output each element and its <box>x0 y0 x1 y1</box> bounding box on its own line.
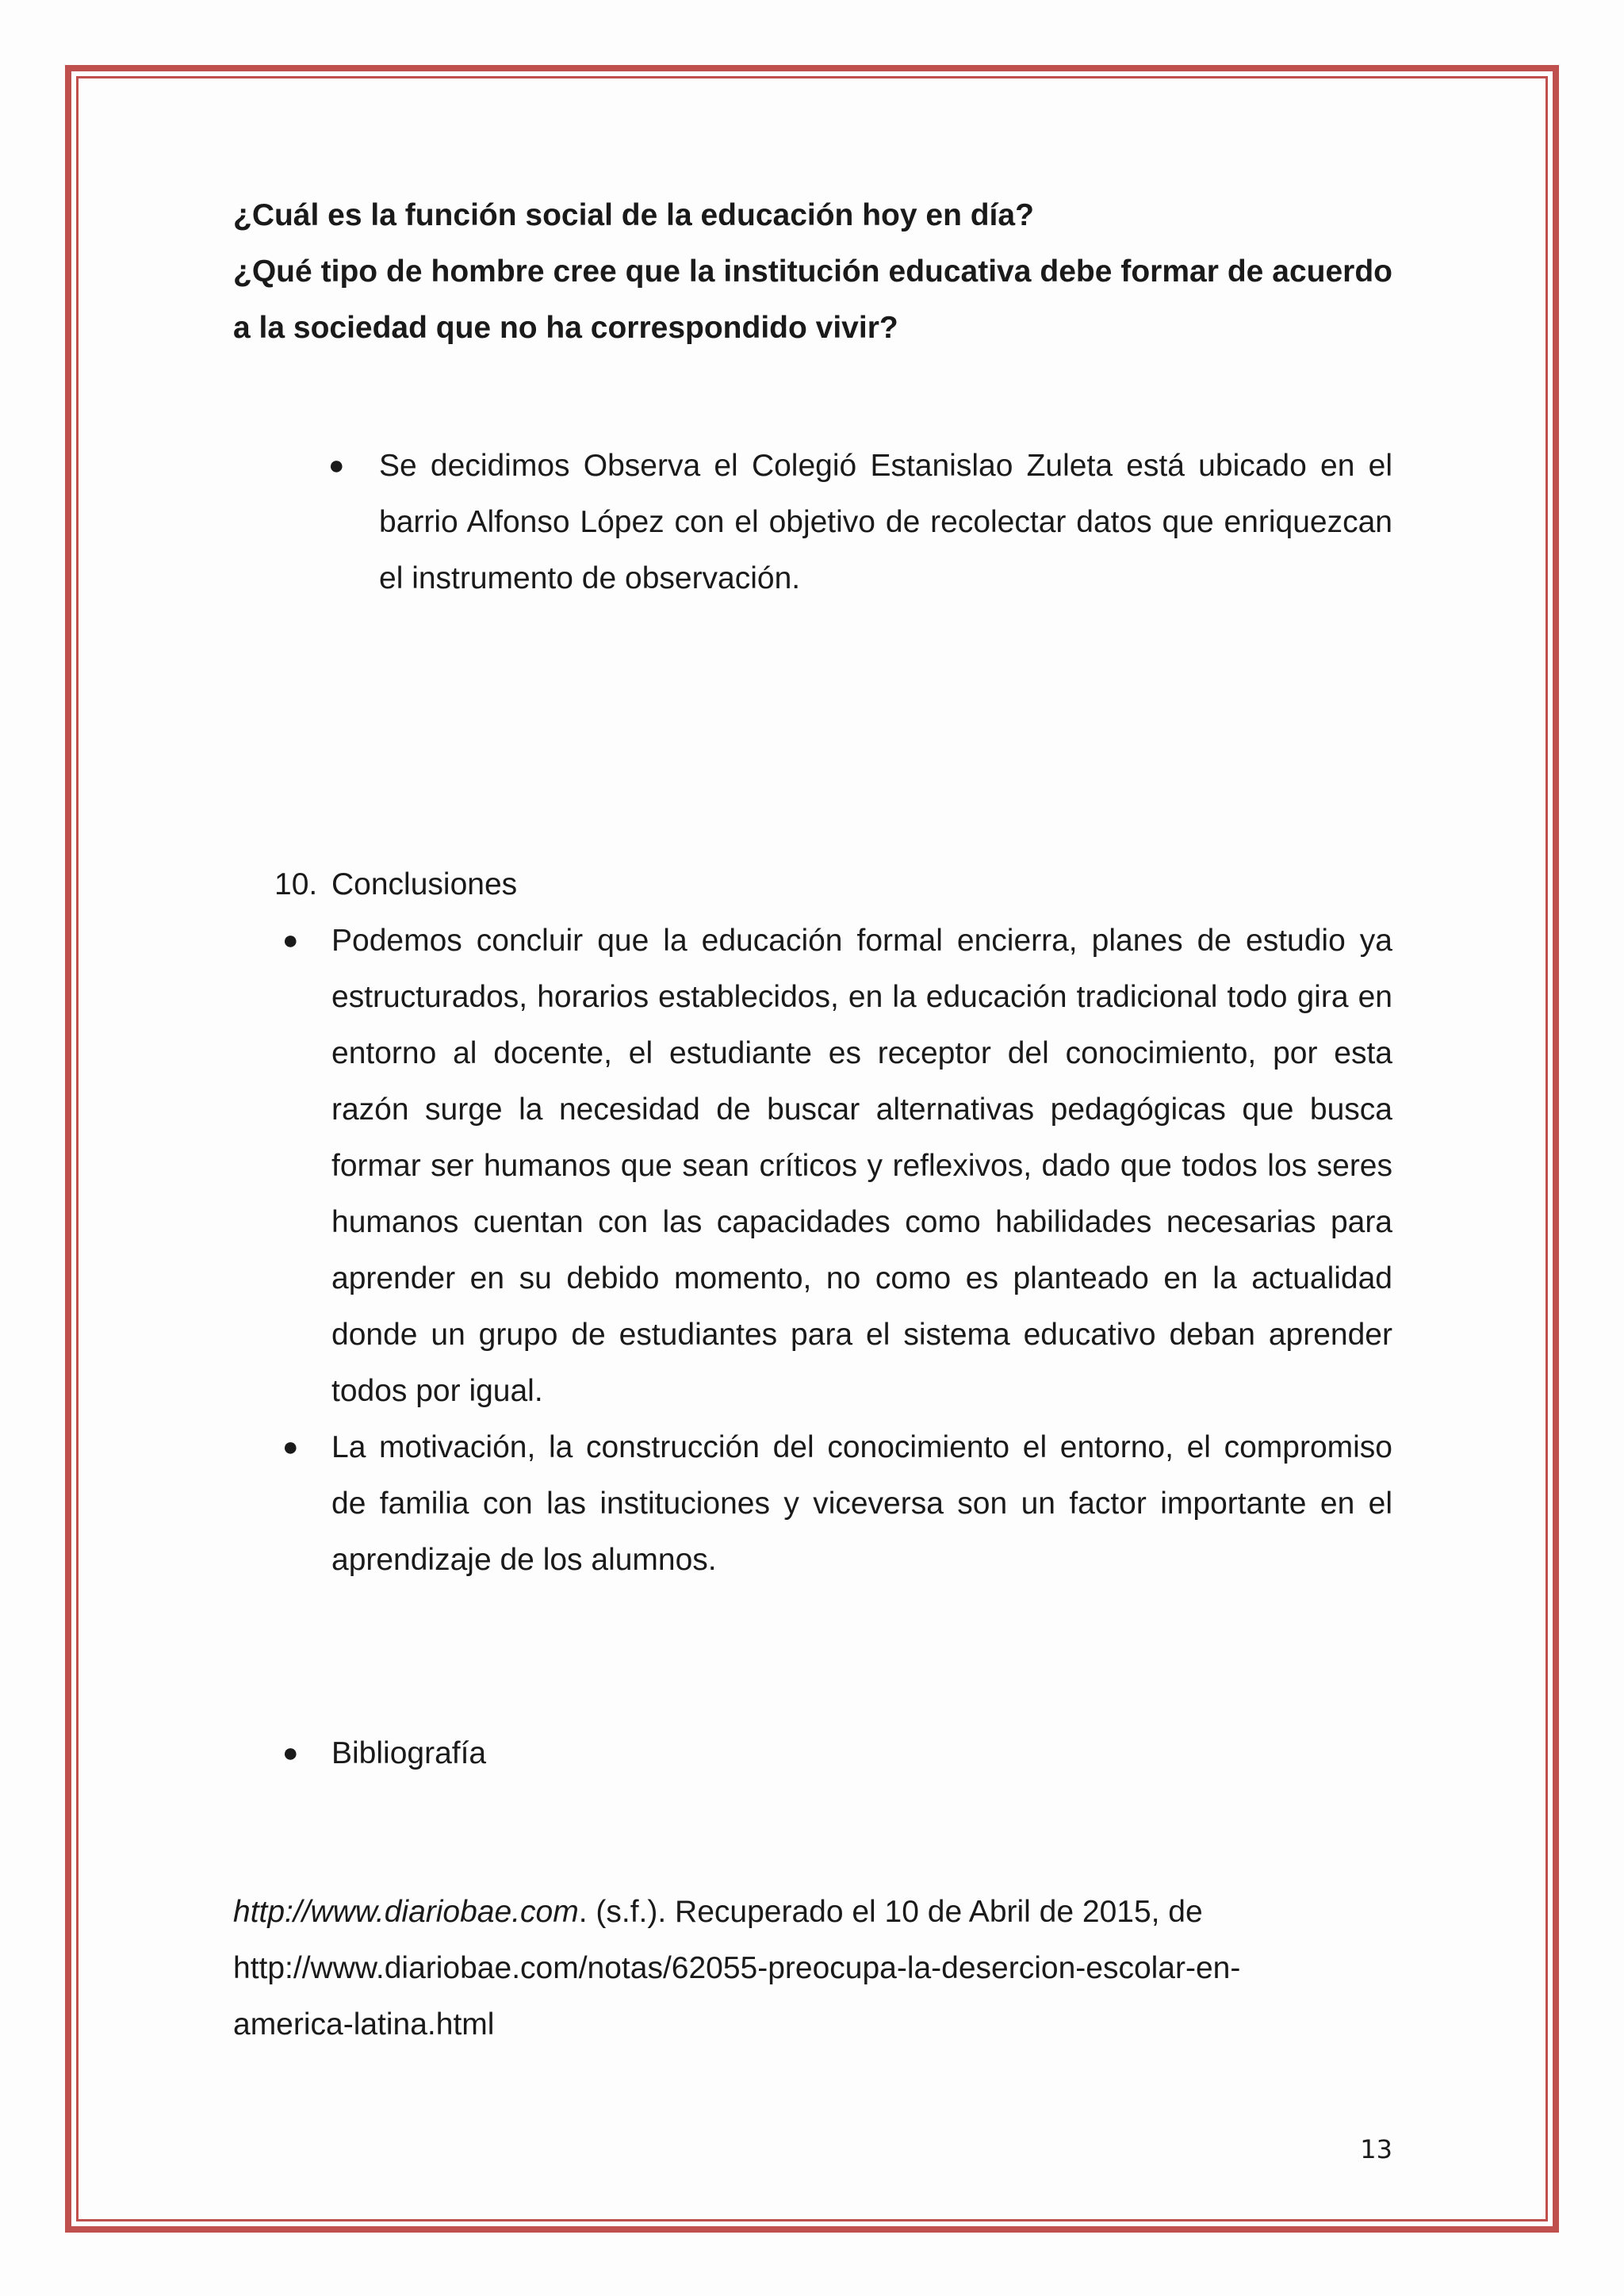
conclusions-list <box>282 913 1392 1588</box>
conclusions-section <box>274 856 1392 1588</box>
bullet-icon: ● <box>282 925 299 955</box>
bullet-icon: ● <box>328 450 345 480</box>
conclusion-text-1: Podemos concluir que la educación formal encierra, planes de estudio ya estructurados, horarios establecidos, en la educación tradicional todo gira en entorno al docente, el estudiante es receptor del conocimiento, por esta razón surge la necesidad de buscar alternativas pedagógicas que busca formar ser humanos que sean críticos y reflexivos, dado que todos los seres humanos cuentan con las capacidades como habilidades necesarias para aprender en su debido momento, no como es planteado en la actualidad donde un grupo de estudiantes para el sistema educativo deban aprender todos por igual. <box>331 924 1392 1408</box>
reference-details: . (s.f.). Recuperado el 10 de Abril de 2015, de <box>578 1895 1203 1929</box>
reference-source-link[interactable]: http://www.diariobae.com <box>233 1895 579 1929</box>
observation-bullet <box>328 438 1392 607</box>
bullet-icon: ● <box>282 1432 299 1462</box>
observation-text: Se decidimos Observa el Colegió Estanislao Zuleta está ubicado en el barrio Alfonso López con el objetivo de recolectar datos que enriquezcan el instrumento de observación. <box>379 449 1392 595</box>
bibliography-title: Bibliografía <box>331 1736 487 1770</box>
page-number: 13 <box>1360 2134 1392 2164</box>
list-item <box>282 1419 1392 1588</box>
question-1: ¿Cuál es la función social de la educación hoy en día? <box>233 198 1034 232</box>
conclusions-heading <box>274 856 1392 913</box>
bibliography-heading <box>282 1725 1442 1781</box>
bibliography-reference <box>233 1884 1392 2053</box>
bullet-icon: ● <box>282 1738 299 1768</box>
conclusions-number: 10. <box>274 867 318 901</box>
conclusions-title: Conclusiones <box>331 867 518 901</box>
question-2: ¿Qué tipo de hombre cree que la institución educativa debe formar de acuerdo a la sociedad que no ha correspondido vivir? <box>233 254 1392 345</box>
reference-url-line-2[interactable]: america-latina.html <box>233 2007 495 2042</box>
reference-url-line-1[interactable]: http://www.diariobae.com/notas/62055-preocupa-la-desercion-escolar-en- <box>233 1951 1241 1985</box>
conclusion-text-2: La motivación, la construcción del conocimiento el entorno, el compromiso de familia con las instituciones y viceversa son un factor importante en el aprendizaje de los alumnos. <box>331 1430 1392 1577</box>
list-item <box>282 913 1392 1419</box>
page-content <box>233 187 1392 2042</box>
